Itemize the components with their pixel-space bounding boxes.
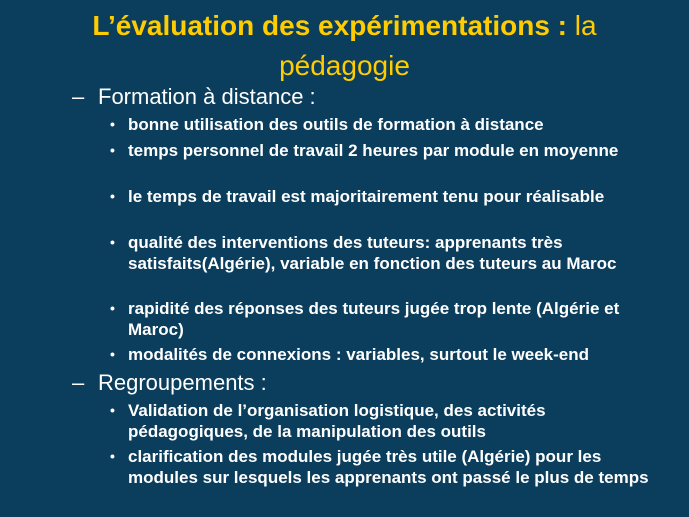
bullet-icon: • xyxy=(110,300,115,316)
bullet-icon: • xyxy=(110,234,115,250)
list-item-text: clarification des modules jugée très utile (Algérie) pour les modules sur lesquels les apprenants ont passé le plus de temps xyxy=(128,447,649,487)
section-dash: – xyxy=(72,370,85,395)
slide-title-line1 xyxy=(0,8,689,44)
title-light-1: la xyxy=(574,10,597,41)
list-item-text: rapidité des réponses des tuteurs jugée trop lente (Algérie et Maroc) xyxy=(128,299,620,339)
list-item-text: temps personnel de travail 2 heures par module en moyenne xyxy=(128,141,619,160)
slide-title-line2 xyxy=(0,48,689,84)
list-item xyxy=(110,298,670,340)
section-heading-text: Regroupements : xyxy=(98,370,267,395)
list-item xyxy=(110,114,670,135)
bullet-icon: • xyxy=(110,346,115,362)
list-item xyxy=(110,446,670,488)
list-item-text: qualité des interventions des tuteurs: apprenants très satisfaits(Algérie), variable en fonction des tuteurs au Maroc xyxy=(128,233,617,273)
section-heading-formation xyxy=(72,84,316,110)
bullet-icon: • xyxy=(110,448,115,464)
section-dash: – xyxy=(72,84,85,109)
list-item xyxy=(110,186,670,207)
bullet-icon: • xyxy=(110,142,115,158)
list-item xyxy=(110,344,670,365)
list-item xyxy=(110,140,670,161)
list-item-text: le temps de travail est majoritairement tenu pour réalisable xyxy=(128,187,605,206)
section-heading-text: Formation à distance : xyxy=(98,84,316,109)
section-heading-regroupements xyxy=(72,370,267,396)
title-light-2: pédagogie xyxy=(279,50,410,81)
list-item-text: modalités de connexions : variables, surtout le week-end xyxy=(128,345,590,364)
title-bold: L’évaluation des expérimentations : xyxy=(92,10,567,41)
bullet-icon: • xyxy=(110,402,115,418)
list-item-text: bonne utilisation des outils de formation à distance xyxy=(128,115,544,134)
list-item-text: Validation de l’organisation logistique, des activités pédagogiques, de la manipulation des outils xyxy=(128,401,546,441)
list-item xyxy=(110,400,670,442)
bullet-icon: • xyxy=(110,116,115,132)
list-item xyxy=(110,232,670,274)
bullet-icon: • xyxy=(110,188,115,204)
